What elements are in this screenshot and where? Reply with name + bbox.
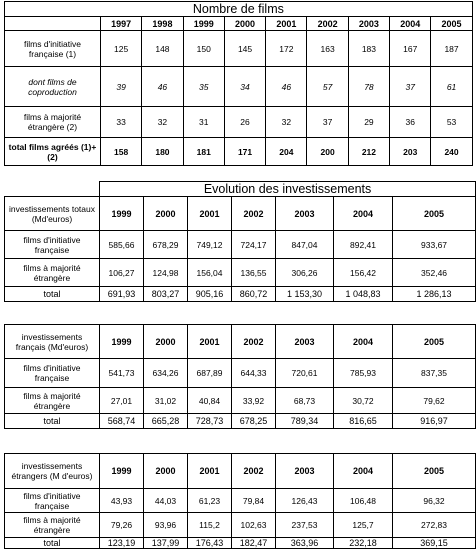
year-header: 2002 — [232, 325, 276, 359]
cell-value: 1 286,13 — [393, 287, 476, 302]
table-row-total — [5, 287, 476, 302]
cell-value: 61 — [431, 67, 472, 107]
cell-value: 182,47 — [232, 538, 276, 549]
year-header: 2003 — [276, 454, 334, 489]
cell-value: 181 — [183, 138, 224, 166]
cell-value: 106,48 — [334, 489, 393, 513]
year-header: 2004 — [390, 17, 431, 31]
table-row-total — [5, 414, 476, 429]
cell-value: 204 — [266, 138, 307, 166]
cell-value: 136,55 — [232, 259, 276, 287]
cell-value: 749,12 — [188, 231, 232, 259]
cell-value: 816,65 — [334, 414, 393, 429]
cell-value: 237,53 — [276, 513, 334, 538]
cell-value: 137,99 — [144, 538, 188, 549]
cell-value: 240 — [431, 138, 472, 166]
year-header: 2000 — [144, 454, 188, 489]
cell-value: 789,34 — [276, 414, 334, 429]
cell-value: 31,02 — [144, 388, 188, 414]
year-header: 2002 — [232, 454, 276, 489]
investments-table-title: Evolution des investissements — [100, 182, 476, 197]
cell-value: 33 — [101, 107, 142, 138]
investments-french-table — [4, 324, 476, 429]
investments-caption-spacer — [5, 182, 100, 197]
year-header: 2001 — [188, 197, 232, 231]
year-header: 2000 — [144, 197, 188, 231]
year-header: 1999 — [183, 17, 224, 31]
films-table-title: Nombre de films — [5, 2, 473, 17]
cell-value: 36 — [390, 107, 431, 138]
investments-french-corner-label: investissements français (Md'euros) — [5, 325, 100, 359]
cell-value: 916,97 — [393, 414, 476, 429]
cell-value: 39 — [101, 67, 142, 107]
cell-value: 785,93 — [334, 359, 393, 388]
table-row — [5, 388, 476, 414]
cell-value: 37 — [307, 107, 348, 138]
cell-value: 29 — [348, 107, 389, 138]
cell-value: 541,73 — [100, 359, 144, 388]
cell-value: 687,89 — [188, 359, 232, 388]
cell-value: 905,16 — [188, 287, 232, 302]
cell-value: 30,72 — [334, 388, 393, 414]
year-header: 2005 — [393, 325, 476, 359]
cell-value: 44,03 — [144, 489, 188, 513]
cell-value: 145 — [224, 31, 265, 67]
cell-value: 61,23 — [188, 489, 232, 513]
year-header: 2005 — [431, 17, 472, 31]
cell-value: 728,73 — [188, 414, 232, 429]
cell-value: 212 — [348, 138, 389, 166]
table-row — [5, 107, 473, 138]
cell-value: 665,28 — [144, 414, 188, 429]
cell-value: 78 — [348, 67, 389, 107]
cell-value: 150 — [183, 31, 224, 67]
cell-value: 37 — [390, 67, 431, 107]
cell-value: 892,41 — [334, 231, 393, 259]
cell-value: 200 — [307, 138, 348, 166]
cell-value: 352,46 — [393, 259, 476, 287]
cell-value: 163 — [307, 31, 348, 67]
films-count-table — [4, 1, 473, 166]
cell-value: 123,19 — [100, 538, 144, 549]
cell-value: 115,2 — [188, 513, 232, 538]
row-label: films à majorité étrangère — [5, 513, 100, 538]
cell-value: 34 — [224, 67, 265, 107]
year-header: 2004 — [334, 197, 393, 231]
year-header: 2001 — [188, 454, 232, 489]
row-label: films d'initiative française — [5, 489, 100, 513]
year-header: 2004 — [334, 325, 393, 359]
cell-value: 148 — [142, 31, 183, 67]
cell-value: 31 — [183, 107, 224, 138]
row-label: films à majorité étrangère — [5, 259, 100, 287]
year-header: 1998 — [142, 17, 183, 31]
investments-foreign-table — [4, 453, 476, 549]
year-header: 2002 — [307, 17, 348, 31]
cell-value: 568,74 — [100, 414, 144, 429]
table-row — [5, 489, 476, 513]
cell-value: 124,98 — [144, 259, 188, 287]
cell-value: 933,67 — [393, 231, 476, 259]
year-header: 2003 — [276, 325, 334, 359]
row-label: films à majorité étrangère (2) — [5, 107, 101, 138]
year-header: 2000 — [224, 17, 265, 31]
year-header: 1999 — [100, 454, 144, 489]
table-row — [5, 31, 473, 67]
year-header: 2000 — [144, 325, 188, 359]
row-label: total — [5, 287, 100, 302]
cell-value: 860,72 — [232, 287, 276, 302]
year-header: 1997 — [101, 17, 142, 31]
cell-value: 68,73 — [276, 388, 334, 414]
cell-value: 96,32 — [393, 489, 476, 513]
cell-value: 46 — [142, 67, 183, 107]
cell-value: 180 — [142, 138, 183, 166]
row-label: total — [5, 414, 100, 429]
table-row-total — [5, 538, 476, 549]
year-header: 2003 — [276, 197, 334, 231]
table-row — [5, 259, 476, 287]
cell-value: 125 — [101, 31, 142, 67]
cell-value: 585,66 — [100, 231, 144, 259]
cell-value: 33,92 — [232, 388, 276, 414]
cell-value: 26 — [224, 107, 265, 138]
row-label: films d'initiative française — [5, 359, 100, 388]
cell-value: 79,62 — [393, 388, 476, 414]
row-label: films à majorité étrangère — [5, 388, 100, 414]
cell-value: 27,01 — [100, 388, 144, 414]
investments-total-corner-label: investissements totaux (Md'euros) — [5, 197, 100, 231]
cell-value: 187 — [431, 31, 472, 67]
cell-value: 1 153,30 — [276, 287, 334, 302]
films-header-corner — [5, 17, 101, 31]
row-label: films d'initiative française — [5, 231, 100, 259]
cell-value: 126,43 — [276, 489, 334, 513]
row-label: total films agréés (1)+(2) — [5, 138, 101, 166]
row-label: films d'initiative française (1) — [5, 31, 101, 67]
cell-value: 363,96 — [276, 538, 334, 549]
cell-value: 93,96 — [144, 513, 188, 538]
cell-value: 724,17 — [232, 231, 276, 259]
year-header: 2005 — [393, 197, 476, 231]
year-header: 2002 — [232, 197, 276, 231]
cell-value: 176,43 — [188, 538, 232, 549]
cell-value: 53 — [431, 107, 472, 138]
cell-value: 837,35 — [393, 359, 476, 388]
cell-value: 634,26 — [144, 359, 188, 388]
cell-value: 232,18 — [334, 538, 393, 549]
cell-value: 203 — [390, 138, 431, 166]
table-row — [5, 67, 473, 107]
cell-value: 369,15 — [393, 538, 476, 549]
year-header: 2003 — [348, 17, 389, 31]
year-header: 2004 — [334, 454, 393, 489]
investments-total-table — [4, 181, 476, 302]
cell-value: 32 — [142, 107, 183, 138]
cell-value: 125,7 — [334, 513, 393, 538]
cell-value: 40,84 — [188, 388, 232, 414]
cell-value: 183 — [348, 31, 389, 67]
table-row — [5, 359, 476, 388]
cell-value: 691,93 — [100, 287, 144, 302]
cell-value: 158 — [101, 138, 142, 166]
cell-value: 79,26 — [100, 513, 144, 538]
cell-value: 172 — [266, 31, 307, 67]
cell-value: 156,42 — [334, 259, 393, 287]
cell-value: 847,04 — [276, 231, 334, 259]
cell-value: 272,83 — [393, 513, 476, 538]
cell-value: 171 — [224, 138, 265, 166]
table-row-total — [5, 138, 473, 166]
cell-value: 167 — [390, 31, 431, 67]
cell-value: 156,04 — [188, 259, 232, 287]
cell-value: 57 — [307, 67, 348, 107]
row-label: dont films de coproduction — [5, 67, 101, 107]
cell-value: 106,27 — [100, 259, 144, 287]
cell-value: 46 — [266, 67, 307, 107]
year-header: 2001 — [188, 325, 232, 359]
cell-value: 803,27 — [144, 287, 188, 302]
year-header: 2005 — [393, 454, 476, 489]
cell-value: 306,26 — [276, 259, 334, 287]
year-header: 1999 — [100, 325, 144, 359]
cell-value: 644,33 — [232, 359, 276, 388]
table-row — [5, 231, 476, 259]
cell-value: 720,61 — [276, 359, 334, 388]
cell-value: 678,29 — [144, 231, 188, 259]
cell-value: 678,25 — [232, 414, 276, 429]
cell-value: 79,84 — [232, 489, 276, 513]
cell-value: 43,93 — [100, 489, 144, 513]
investments-foreign-corner-label: investissements étrangers (M d'euros) — [5, 454, 100, 489]
cell-value: 102,63 — [232, 513, 276, 538]
cell-value: 32 — [266, 107, 307, 138]
row-label: total — [5, 538, 100, 549]
cell-value: 35 — [183, 67, 224, 107]
year-header: 2001 — [266, 17, 307, 31]
year-header: 1999 — [100, 197, 144, 231]
table-row — [5, 513, 476, 538]
cell-value: 1 048,83 — [334, 287, 393, 302]
